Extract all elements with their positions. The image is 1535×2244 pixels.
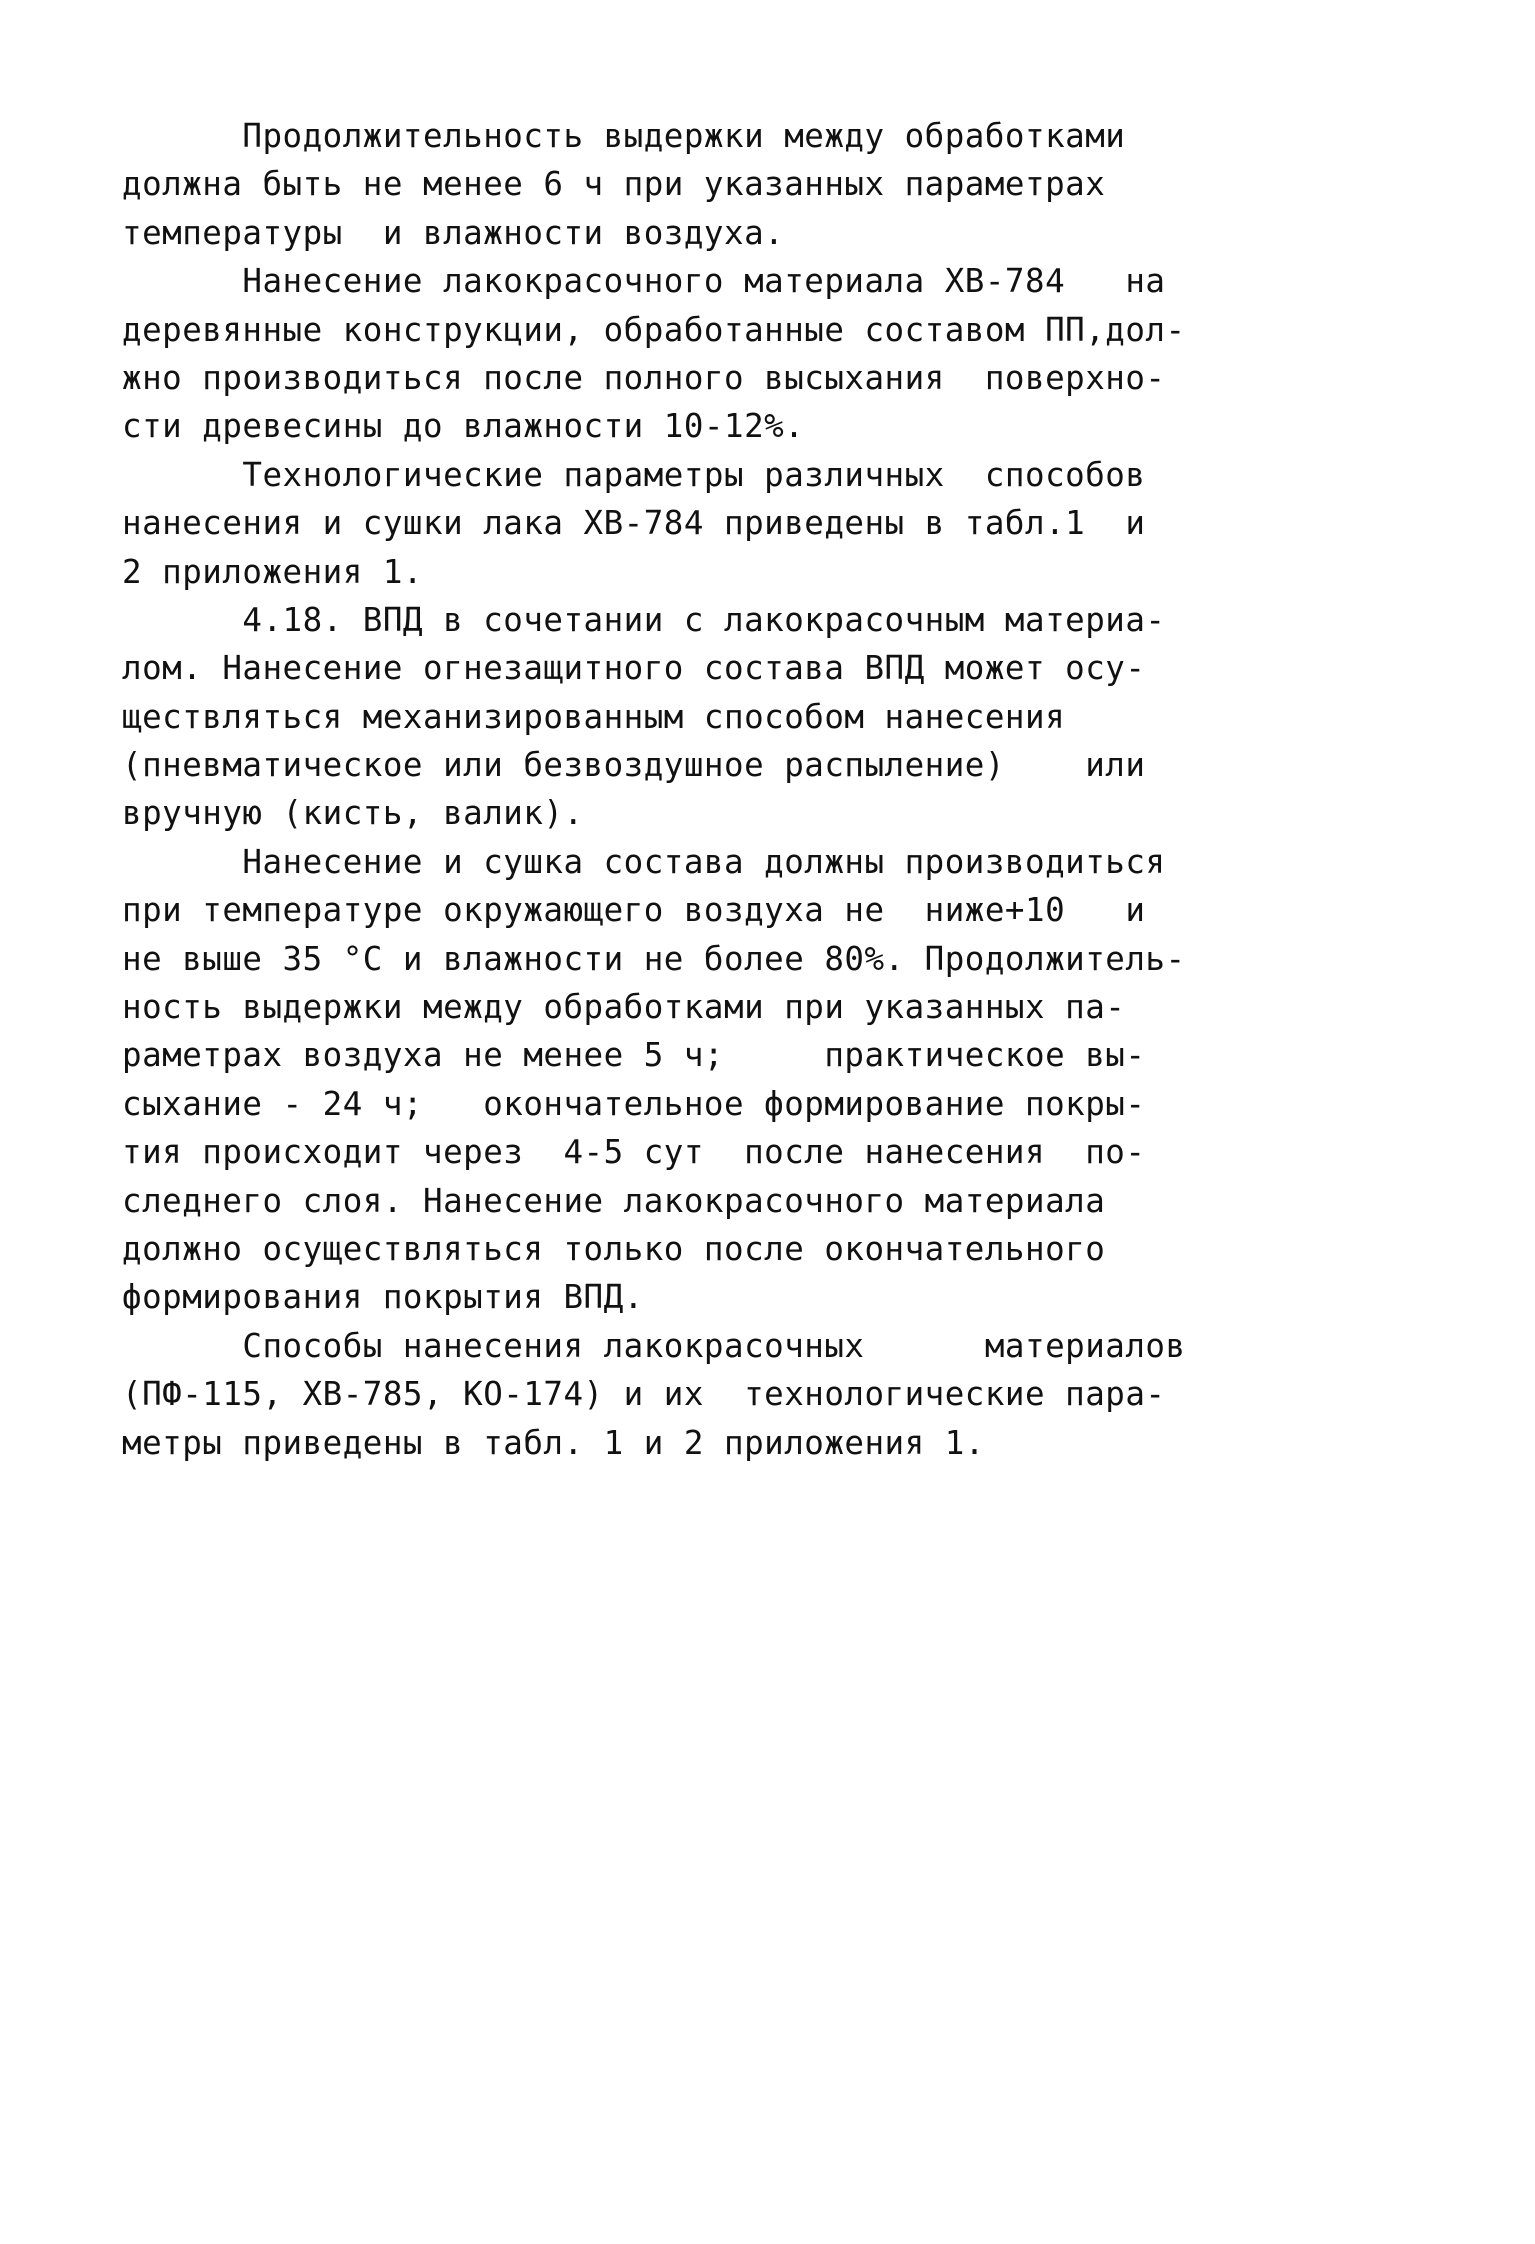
text-line: сыхание - 24 ч; окончательное формирование покры- xyxy=(122,1084,1146,1123)
paragraph-3 xyxy=(122,451,1412,596)
text-line: 4.18. ВПД в сочетании с лакокрасочным материа- xyxy=(122,600,1166,639)
text-line: температуры и влажности воздуха. xyxy=(122,213,785,252)
text-line: Технологические параметры различных способов xyxy=(122,455,1146,494)
text-line: формирования покрытия ВПД. xyxy=(122,1278,644,1317)
paragraph-1 xyxy=(122,112,1412,257)
paragraph-2 xyxy=(122,257,1412,451)
text-line: вручную (кисть, валик). xyxy=(122,794,584,833)
paragraph-4 xyxy=(122,596,1412,838)
text-line: ществляться механизированным способом нанесения xyxy=(122,697,1066,736)
text-line: тия происходит через 4-5 сут после нанесения по- xyxy=(122,1133,1146,1172)
text-line: ность выдержки между обработками при указанных па- xyxy=(122,988,1126,1027)
text-line: Нанесение и сушка состава должны производиться xyxy=(122,842,1166,881)
text-line: 2 приложения 1. xyxy=(122,552,423,591)
document-body xyxy=(122,112,1412,1467)
text-line: Способы нанесения лакокрасочных материалов xyxy=(122,1326,1186,1365)
text-line: жно производиться после полного высыхания поверхно- xyxy=(122,358,1166,397)
text-line: сти древесины до влажности 10-12%. xyxy=(122,407,805,446)
text-line: следнего слоя. Нанесение лакокрасочного материала xyxy=(122,1181,1106,1220)
text-line: (ПФ-115, ХВ-785, КО-174) и их технологические пара- xyxy=(122,1375,1166,1414)
text-line: нанесения и сушки лака ХВ-784 приведены в табл.1 и xyxy=(122,504,1146,543)
text-line: при температуре окружающего воздуха не ниже+10 и xyxy=(122,891,1146,930)
text-line: должна быть не менее 6 ч при указанных параметрах xyxy=(122,165,1106,204)
text-line: деревянные конструкции, обработанные составом ПП,дол- xyxy=(122,310,1186,349)
text-line: метры приведены в табл. 1 и 2 приложения 1. xyxy=(122,1423,985,1462)
text-line: Нанесение лакокрасочного материала ХВ-784 на xyxy=(122,262,1166,301)
paragraph-5 xyxy=(122,838,1412,1322)
paragraph-6 xyxy=(122,1322,1412,1467)
text-line: лом. Нанесение огнезащитного состава ВПД может осу- xyxy=(122,649,1146,688)
text-line: раметрах воздуха не менее 5 ч; практическое вы- xyxy=(122,1036,1146,1075)
text-line: не выше 35 °С и влажности не более 80%. Продолжитель- xyxy=(122,939,1186,978)
text-line: должно осуществляться только после окончательного xyxy=(122,1229,1106,1268)
text-line: Продолжительность выдержки между обработками xyxy=(122,117,1126,155)
text-line: (пневматическое или безвоздушное распыление) или xyxy=(122,746,1146,785)
